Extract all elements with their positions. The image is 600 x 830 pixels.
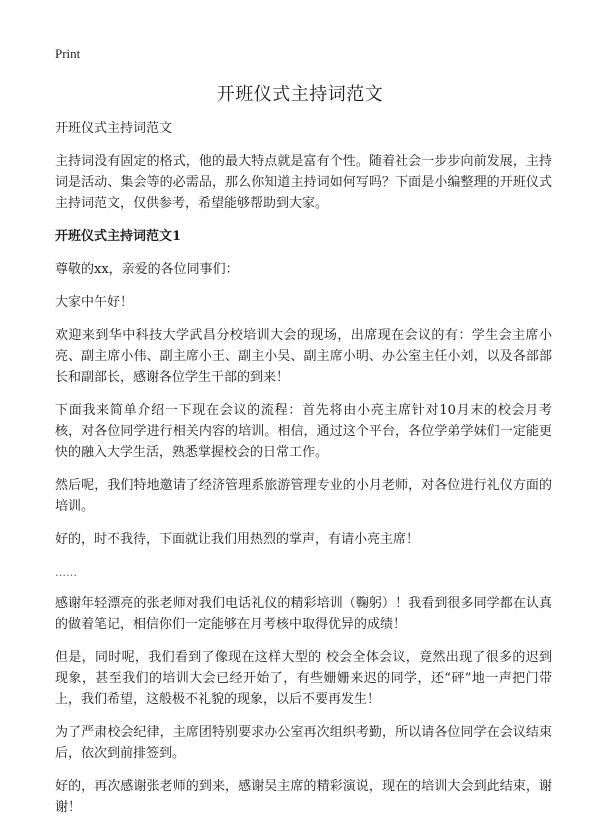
document-title: 开班仪式主持词范文 (216, 84, 384, 105)
body-paragraph: 好的，再次感谢张老师的到来，感谢吴主席的精彩演说，现在的培训大会到此结束，谢谢！ (55, 779, 552, 815)
body-paragraph: 尊敬的xx，亲爱的各位同事们： (55, 262, 239, 277)
intro-paragraph: 主持词没有固定的格式，他的最大特点就是富有个性。随着社会一步步向前发展，主持词是活动、集会等的必需品，那么你知道主持词如何写吗？下面是小编整理的开班仪式主持词范文，仅供参考，希望能够帮助到大家。 (55, 154, 552, 211)
body-paragraph: 大家中午好！ (55, 295, 134, 310)
print-label: Print (55, 46, 81, 61)
body-paragraph: 但是，同时呢，我们看到了像现在这样大型的 校会全体会议，竟然出现了很多的迟到现象，甚至我们的培训大会已经开始了，有些姗姗来迟的同学，还“砰”地一声把门带上，我们希望，这般极不礼貌的现象，以后不要再发生！ (55, 650, 552, 707)
document-body (55, 118, 552, 830)
document-subtitle: 开班仪式主持词范文 (55, 121, 173, 136)
body-paragraph: 感谢年轻漂亮的张老师对我们电话礼仪的精彩培训（鞠躬）！我看到很多同学都在认真的做着笔记，相信你们一定能够在月考核中取得优异的成绩！ (55, 596, 552, 632)
body-paragraph: 然后呢，我们特地邀请了经济管理系旅游管理专业的小月老师，对各位进行礼仪方面的培训。 (55, 478, 552, 514)
body-paragraph: 为了严肃校会纪律，主席团特别要求办公室再次组织考勤，所以请各位同学在会议结束后，依次到前排签到。 (55, 725, 552, 761)
section-heading: 开班仪式主持词范文1 (55, 229, 182, 244)
ellipsis-separator: …… (55, 566, 77, 579)
body-paragraph: 好的，时不我待，下面就让我们用热烈的掌声，有请小亮主席！ (55, 532, 420, 547)
body-paragraph: 下面我来简单介绍一下现在会议的流程：首先将由小亮主席针对10月末的校会月考核，对各位同学进行相关内容的培训。相信，通过这个平台，各位学弟学妹们一定能更快的融入大学生活，熟悉掌握校会的日常工作。 (55, 403, 552, 460)
body-paragraph: 欢迎来到华中科技大学武昌分校培训大会的现场，出席现在会议的有：学生会主席小亮、副主席小伟、副主席小王、副主小吴、副主席小明、办公室主任小刘，以及各部部长和副部长，感谢各位学生干部的到来！ (55, 328, 552, 385)
